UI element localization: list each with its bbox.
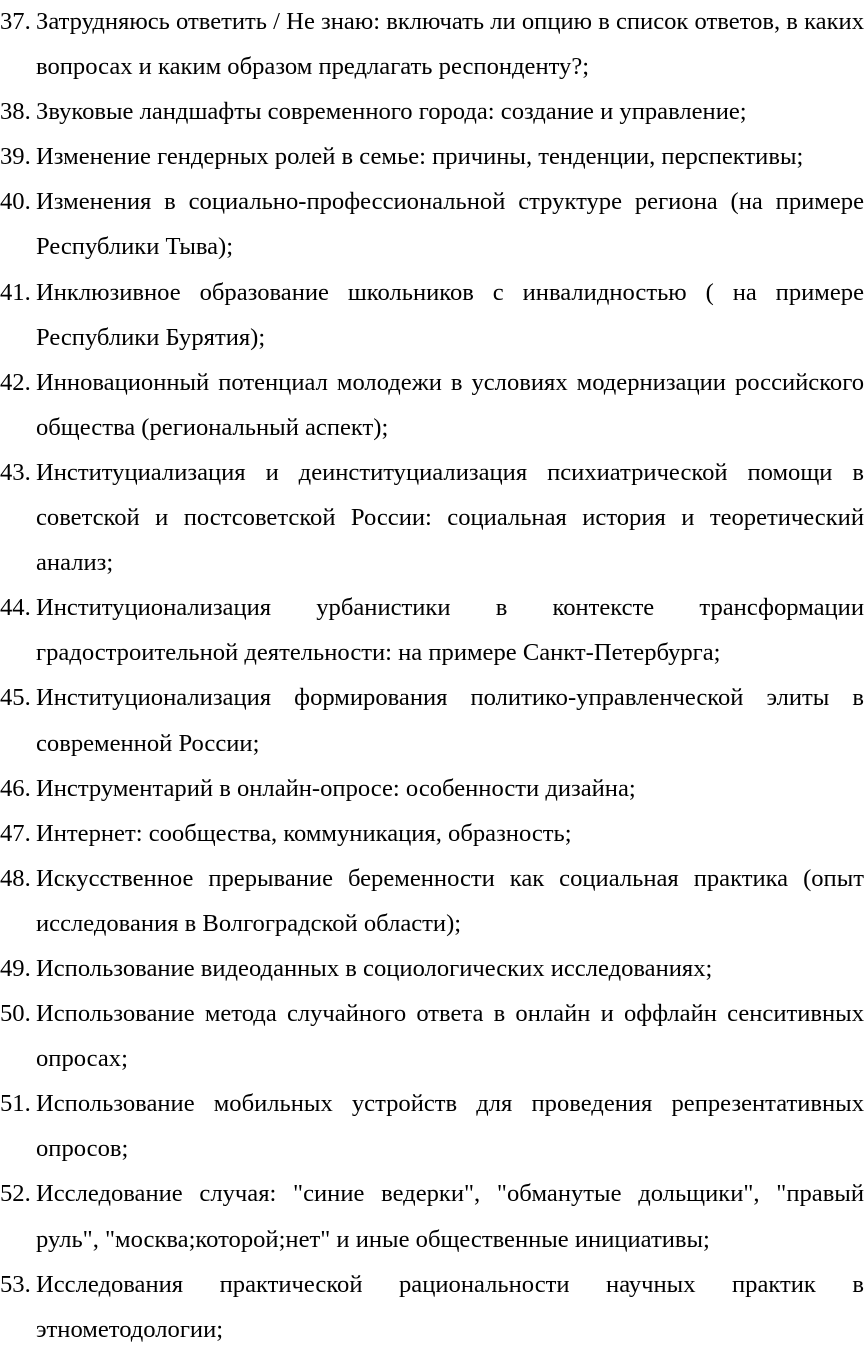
item-number: 43. (0, 458, 31, 486)
list-item (0, 134, 864, 179)
item-number: 44. (0, 594, 31, 622)
list-item (0, 270, 864, 360)
list-item (0, 1171, 864, 1261)
item-text: Инновационный потенциал молодежи в условиях модернизации российского общества (региональный аспект); (36, 368, 864, 441)
item-number: 53. (0, 1270, 31, 1298)
item-text: Звуковые ландшафты современного города: создание и управление; (36, 98, 747, 126)
list-item (0, 946, 864, 991)
list-item (0, 585, 864, 675)
item-number: 51. (0, 1090, 31, 1118)
item-text: Использование мобильных устройств для проведения репрезентативных опросов; (36, 1090, 864, 1163)
item-text: Инструментарий в онлайн-опросе: особенности дизайна; (36, 774, 636, 802)
item-number: 46. (0, 774, 31, 802)
list-item (0, 0, 864, 89)
list-item (0, 991, 864, 1081)
item-number: 39. (0, 143, 31, 171)
item-text: Институционализация урбанистики в контексте трансформации градостроительной деятельности: на примере Санкт-Петербурга; (36, 594, 864, 667)
item-text: Затрудняюсь ответить / Не знаю: включать ли опцию в список ответов, в каких вопросах и каким образом предлагать респонденту?; (36, 8, 864, 81)
item-text: Искусственное прерывание беременности как социальная практика (опыт исследования в Волгоградской области); (36, 864, 864, 937)
item-number: 50. (0, 1000, 31, 1028)
item-number: 45. (0, 684, 31, 712)
item-number: 47. (0, 819, 31, 847)
item-text: Инклюзивное образование школьников с инвалидностью ( на примере Республики Бурятия); (36, 278, 864, 351)
list-item (0, 450, 864, 585)
item-number: 48. (0, 864, 31, 892)
item-text: Интернет: сообщества, коммуникация, образность; (36, 819, 572, 847)
item-text: Исследования практической рациональности научных практик в этнометодологии; (36, 1270, 864, 1343)
list-item (0, 856, 864, 946)
list-item (0, 811, 864, 856)
item-text: Изменения в социально-профессиональной структуре региона (на примере Республики Тыва); (36, 188, 864, 261)
list-item (0, 1081, 864, 1171)
item-number: 37. (0, 8, 31, 35)
list-item (0, 675, 864, 765)
item-number: 42. (0, 368, 31, 396)
item-number: 41. (0, 278, 31, 306)
list-item (0, 89, 864, 134)
item-number: 52. (0, 1180, 31, 1208)
list-item (0, 1262, 864, 1352)
item-text: Институционализация формирования политико-управленческой элиты в современной России; (36, 684, 864, 757)
item-number: 49. (0, 954, 31, 982)
list-item (0, 360, 864, 450)
item-number: 38. (0, 98, 31, 126)
list-item (0, 766, 864, 811)
item-text: Использование метода случайного ответа в онлайн и оффлайн сенситивных опросах; (36, 1000, 864, 1073)
item-text: Использование видеоданных в социологических исследованиях; (36, 954, 713, 982)
item-number: 40. (0, 188, 31, 216)
list-item (0, 179, 864, 269)
item-text: Исследование случая: "синие ведерки", "обманутые дольщики", "правый руль", "москва;которой;нет" и иные общественные инициативы; (36, 1180, 864, 1253)
item-text: Институциализация и деинституциализация психиатрической помощи в советской и постсоветской России: социальная история и теоретический анализ; (36, 458, 864, 577)
item-text: Изменение гендерных ролей в семье: причины, тенденции, перспективы; (36, 143, 804, 171)
